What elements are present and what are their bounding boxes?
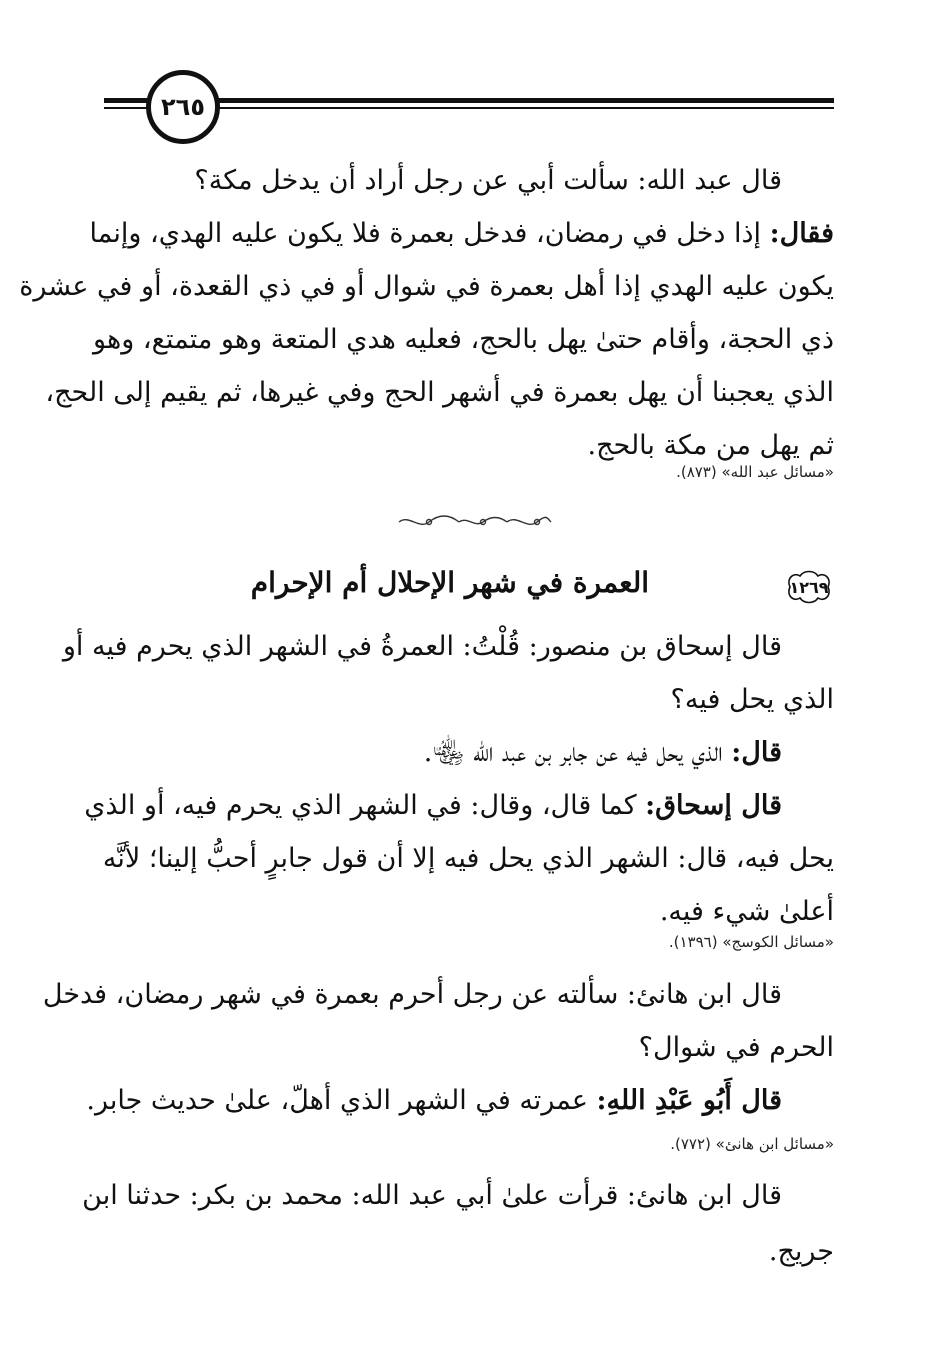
bold-lead: قال: [731, 737, 782, 768]
paragraph-line: الذي يحل فيه؟ [670, 684, 834, 715]
paragraph-2 [62, 620, 834, 938]
page-header [104, 70, 834, 146]
paragraph-line: الذي يعجبنا أن يهل بعمرة في أشهر الحج وفي غيرها، ثم يقيم إلى الحج، [45, 377, 834, 408]
paragraph-1 [19, 154, 834, 472]
paragraph-line: ثم يهل من مكة بالحج. [587, 430, 834, 461]
paragraph-line: قال ابن هانئ: سألته عن رجل أحرم بعمرة في شهر رمضان، فدخل [42, 979, 782, 1010]
paragraph-3 [42, 968, 834, 1127]
paragraph-line: يكون عليه الهدي إذا أهل بعمرة في شوال أو في ذي القعدة، أو في عشرة [19, 271, 834, 302]
paragraph-line: أعلىٰ شيء فيه. [659, 896, 834, 927]
paragraph-text: كما قال، وقال: في الشهر الذي يحرم فيه، أو الذي [84, 790, 646, 821]
section-number: ١٢٦٩ [789, 577, 829, 597]
section-number-badge [784, 568, 834, 606]
paragraph-text: الذي يحل فيه عن جابر بن عبد الله ﵄. [423, 737, 732, 768]
paragraph-line: قال إسحاق بن منصور: قُلْتُ: العمرةُ في الشهر الذي يحرم فيه أو [62, 631, 782, 662]
paragraph-line: يحل فيه، قال: الشهر الذي يحل فيه إلا أن قول جابرٍ أحبُّ إلينا؛ لأنَّه [102, 843, 834, 874]
bold-lead: فقال: [769, 218, 834, 249]
section-heading [104, 560, 834, 616]
paragraph-line [84, 779, 834, 832]
paragraph-line: جريج. [768, 1236, 834, 1267]
paragraph-line: ذي الحجة، وأقام حتىٰ يهل بالحج، فعليه هدي المتعة وهو متمتع، وهو [93, 324, 834, 355]
section-title: العمرة في شهر الإحلال أم الإحرام [250, 566, 649, 599]
bold-lead: قال إسحاق: [645, 790, 782, 821]
reference-2: «مسائل الكوسج» (١٣٩٦). [668, 933, 834, 951]
bold-lead: قال أَبُو عَبْدِ اللهِ: [596, 1085, 782, 1116]
reference-1: «مسائل عبد الله» (٨٧٣). [676, 463, 834, 481]
paragraph-text: إذا دخل في رمضان، فدخل بعمرة فلا يكون عليه الهدي، وإنما [89, 218, 770, 249]
paragraph-line: قال عبد الله: سألت أبي عن رجل أراد أن يدخل مكة؟ [194, 165, 782, 196]
page-number-circle [146, 70, 220, 144]
paragraph-line: قال ابن هانئ: قرأت علىٰ أبي عبد الله: محمد بن بكر: حدثنا ابن [82, 1180, 782, 1211]
paragraph-line: الحرم في شوال؟ [638, 1032, 834, 1063]
paragraph-line [104, 726, 834, 779]
paragraph-4 [82, 1168, 834, 1280]
paragraph-line [86, 1074, 834, 1127]
paragraph-text: عمرته في الشهر الذي أهلّ، علىٰ حديث جابر. [86, 1085, 597, 1116]
paragraph-line [89, 207, 834, 260]
reference-3: «مسائل ابن هانئ» (٧٧٢). [670, 1135, 834, 1153]
page-number: ٢٦٥ [161, 93, 205, 121]
ornament-divider [395, 512, 555, 532]
